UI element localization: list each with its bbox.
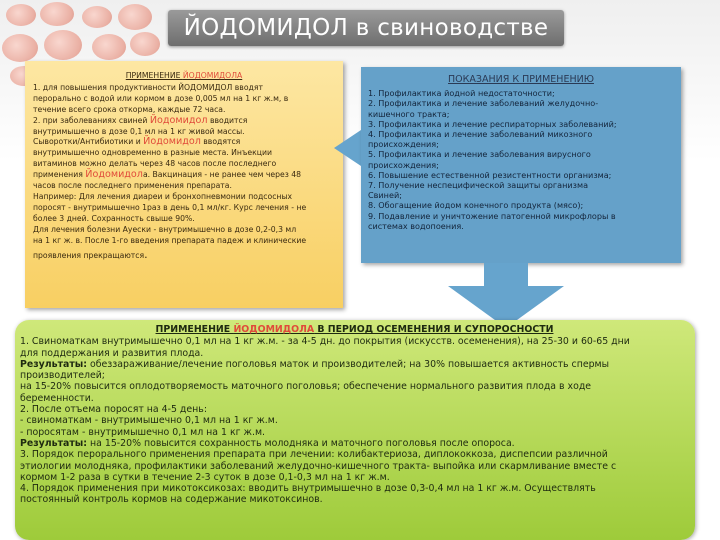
usage-panel: ПРИМЕНЕНИЕ ЙОДОМИДОЛА 1. для повышения продуктивности ЙОДОМИДОЛ вводят перорально с водой или кормом в дозе 0,005 мл на 1 кг ж.м, в течение всего срока откорма, каждые 72 часа. 2. при заболеваниях свиней Йодомидол вводится внутримышечно в дозе 0,1 мл на 1 кг живой массы. Сыворотки/Антибиотики и Йодомидол вводятся внутримышечно одновременно в разные места. Инъекции витаминов можно делать через 48 часов после последнего применения Йодомидола. Вакцинация - не ранее чем через 48 часов после последнего применения препарата. Например: Для лечения диареи и бронхопневмонии подсосных поросят - внутримышечно 1раз в день 0,1 мл/кг. Курс лечения - не более 3 дней. Сохранность свыше 90%. Для лечения болезни Ауески - внутримышечно в дозе 0,2-0,3 мл на 1 кг ж. в. После 1-го введения препарата падеж и клинические проявления прекращаются. <box>25 61 343 308</box>
pig-image <box>130 32 160 56</box>
usage-heading: ПРИМЕНЕНИЕ ЙОДОМИДОЛА <box>125 71 243 80</box>
insemination-panel: ПРИМЕНЕНИЕ ЙОДОМИДОЛА В ПЕРИОД ОСЕМЕНЕНИЯ И СУПОРОСНОСТИ 1. Свиноматкам внутримышечно 0,1 мл на 1 кг ж.м. - за 4-5 дн. до покрытия (искусств. осеменения), на 25-30 и 60-65 дни для поддержания и развития плода. Результаты: обеззараживание/лечение поголовья маток и производителей; на 30% повышается активность спермы производителей; на 15-20% повысится оплодотворяемость маточного поголовья; обеспечение нормального развития плода в ходе беременности. 2. После отъема поросят на 4-5 день: - свиноматкам - внутримышечно 0,1 мл на 1 кг ж.м. - поросятам - внутримышечно 0,1 мл на 1 кг ж.м. Результаты: на 15-20% повысится сохранность молодняка и маточного поголовья после опороса. 3. Порядок перорального применения препарата при лечении: колибактериоза, диплококкоза, диспепсии различной этиологии молодняка, профилактики заболеваний желудочно-кишечного тракта- выпойка или скармливание вместе с кормом 1-2 раза в сутки в течение 2-3 суток в дозе 0,1-0,3 мл на 1 кг ж.м. 4. Порядок применения при микотоксикозах: вводить внутримышечно в дозе 0,3-0,4 мл на 1 кг ж.м. Осуществлять постоянный контроль кормов на содержание микотоксинов. <box>15 320 695 540</box>
indication-line: 8. Обогащение йодом конечного продукта (мясо); <box>368 200 584 211</box>
pig-image <box>44 30 82 60</box>
indication-line: 9. Подавление и уничтожение патогенной микрофлоры в <box>368 210 616 221</box>
indication-line: Свиней; <box>368 190 402 201</box>
indication-line: происхождения; <box>368 159 439 170</box>
indication-line: 6. Повышение естественной резистентности организма; <box>368 169 612 180</box>
pig-image <box>2 34 38 62</box>
page-title: ЙОДОМИДОЛ в свиноводстве <box>168 10 564 46</box>
indication-line: 4. Профилактика и лечение заболеваний микозного <box>368 129 593 140</box>
indication-line: 1. Профилактика йодной недостаточности; <box>368 88 555 99</box>
indication-line: кишечного тракта; <box>368 108 450 119</box>
indication-line: 2. Профилактика и лечение заболеваний желудочно- <box>368 98 599 109</box>
pig-image <box>82 6 112 28</box>
arrow-left-icon <box>334 128 364 168</box>
indications-heading: ПОКАЗАНИЯ К ПРИМЕНЕНИЮ <box>448 74 594 85</box>
pig-image <box>92 34 126 60</box>
indication-line: 3. Профилактика и лечение респираторных заболеваний; <box>368 118 617 129</box>
pig-image <box>118 4 152 30</box>
indication-line: происхождения; <box>368 139 439 150</box>
indications-panel <box>361 67 681 263</box>
pig-image <box>40 2 74 26</box>
insemination-heading: ПРИМЕНЕНИЕ ЙОДОМИДОЛА В ПЕРИОД ОСЕМЕНЕНИЯ И СУПОРОСНОСТИ <box>155 324 554 335</box>
indication-line: системах водопоения. <box>368 220 464 231</box>
arrow-down-stem <box>484 263 528 287</box>
pig-image <box>6 4 36 26</box>
indication-line: 7. Получение неспецифической защиты организма <box>368 180 589 191</box>
indication-line: 5. Профилактика и лечение заболевания вирусного <box>368 149 591 160</box>
